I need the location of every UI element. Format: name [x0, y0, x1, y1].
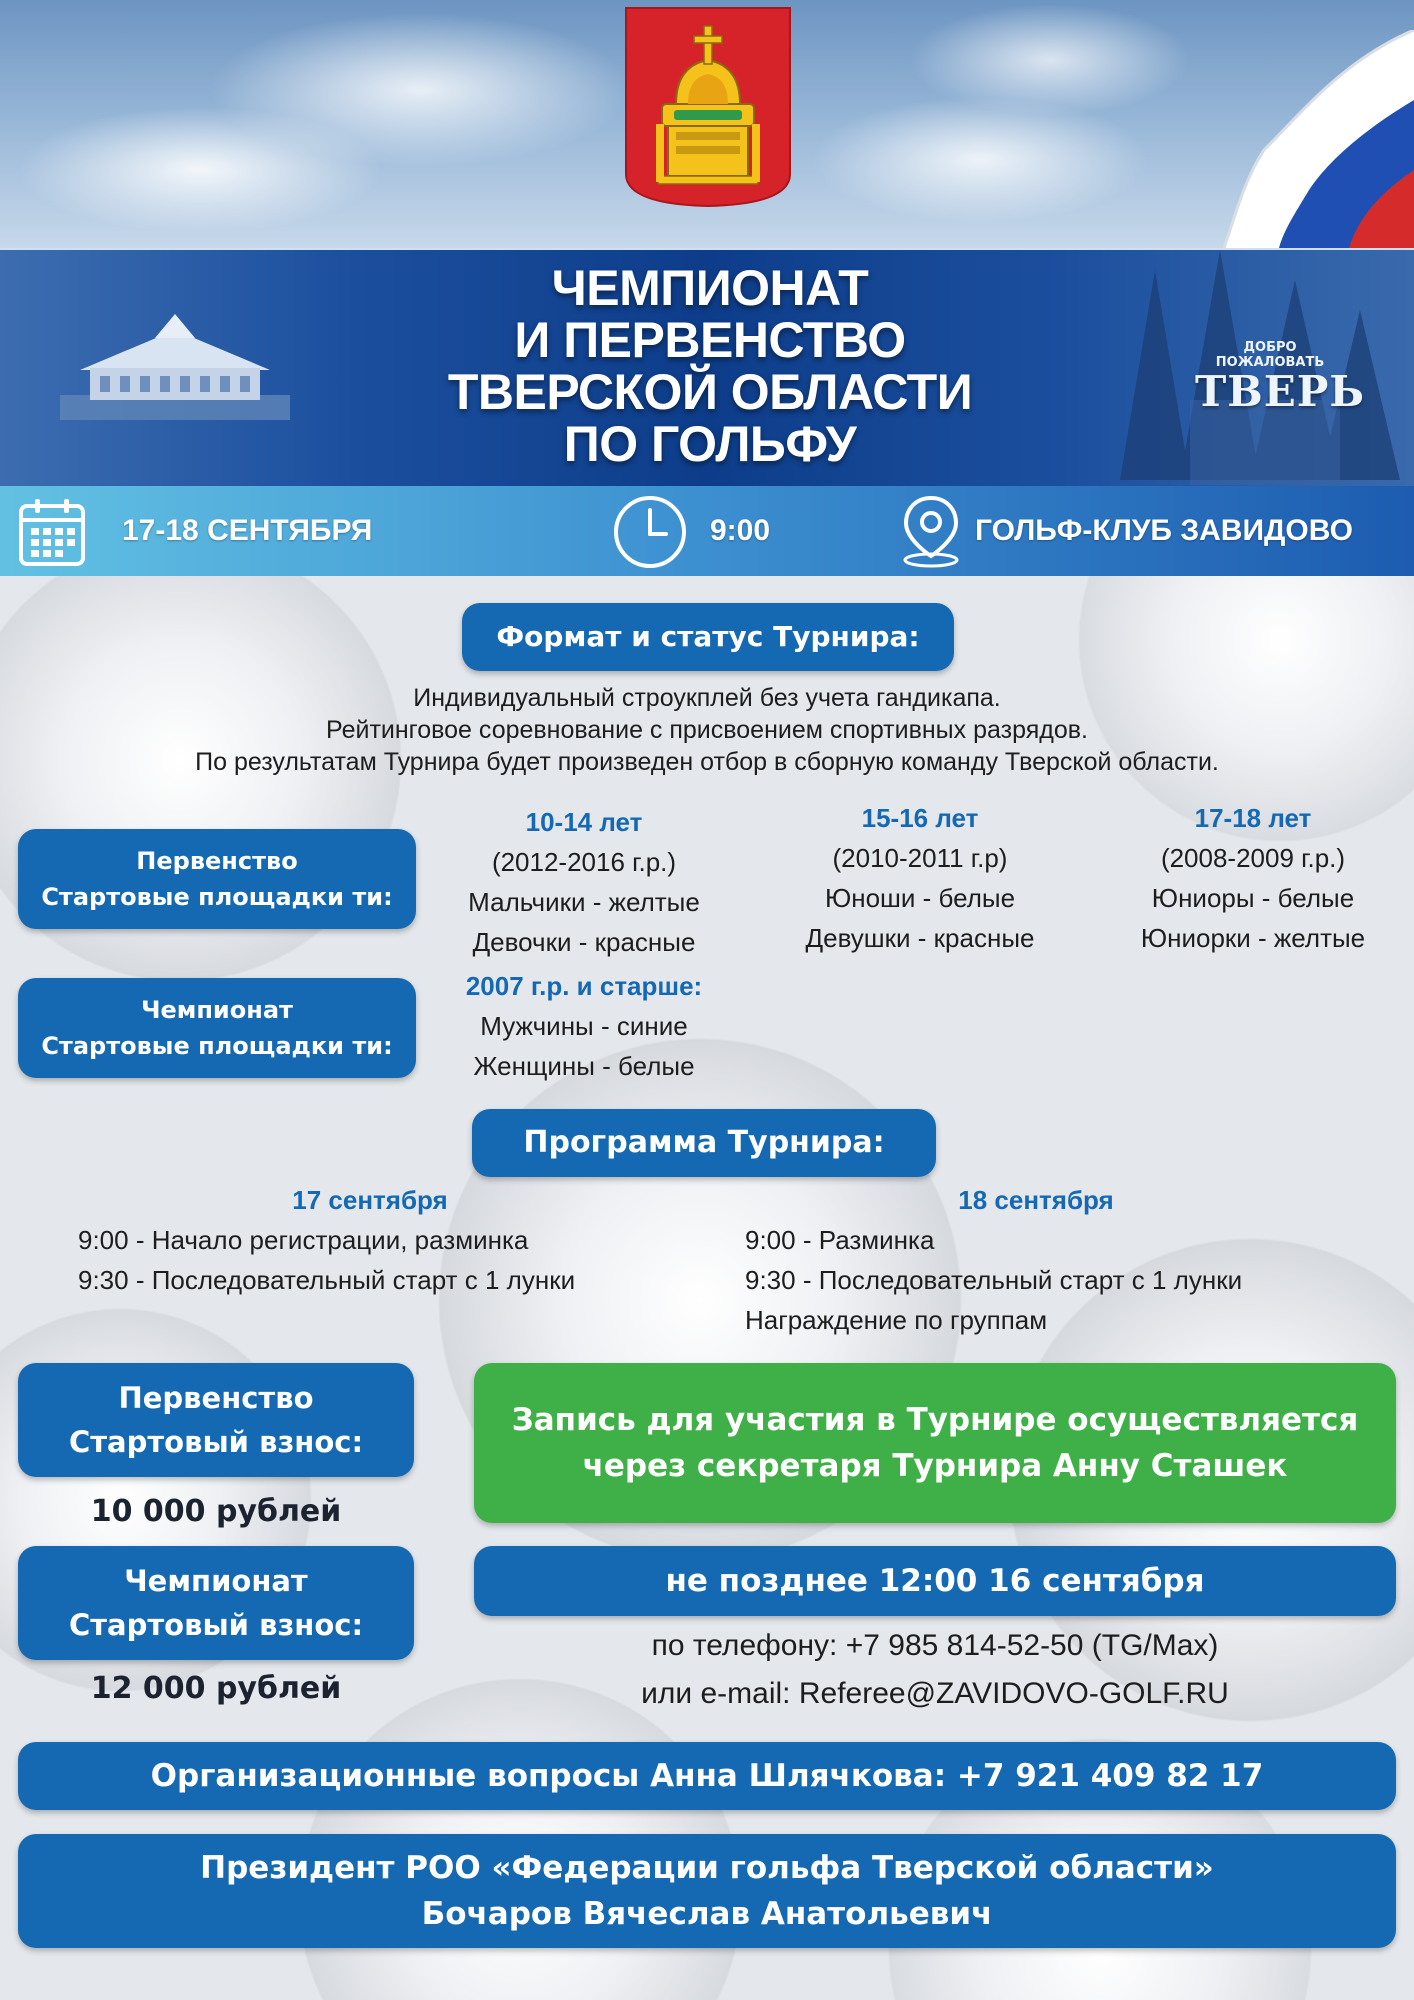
registration-deadline: не позднее 12:00 16 сентября [474, 1546, 1396, 1616]
adult-group [434, 966, 734, 1086]
president-line: Президент РОО «Федерации гольфа Тверской области» [200, 1850, 1214, 1886]
program-item: 9:30 - Последовательный старт с 1 лунки [78, 1265, 576, 1295]
age-group-years: (2012-2016 г.р.) [491, 847, 677, 877]
age-group-17-18 [1100, 798, 1406, 958]
format-heading: Формат и статус Турнира: [462, 603, 954, 671]
adult-group-men: Мужчины - синие [480, 1011, 688, 1041]
program-day1-title: 17 сентября [292, 1185, 448, 1215]
organizer-contact-bar: Организационные вопросы Анна Шлячкова: +7 921 409 82 17 [18, 1742, 1396, 1810]
program-day2-title: 18 сентября [958, 1185, 1114, 1215]
title-line: ЧЕМПИОНАТ [551, 260, 869, 316]
registration-phone: по телефону: +7 985 814-52-50 (TG/Max) [651, 1629, 1219, 1662]
age-group-girls: Девушки - красные [805, 923, 1035, 953]
format-line: Индивидуальный строукплей без учета гандикапа. [413, 684, 1001, 712]
clock-icon [612, 494, 688, 570]
registration-contacts [474, 1622, 1396, 1718]
program-item: 9:30 - Последовательный старт с 1 лунки [745, 1265, 1243, 1295]
age-group-boys: Мальчики - желтые [468, 887, 700, 917]
registration-line: через секретаря Турнира Анну Сташек [582, 1448, 1288, 1484]
tver-coat-of-arms [622, 4, 794, 208]
clubhouse-image [60, 300, 290, 420]
program-item: 9:00 - Начало регистрации, разминка [78, 1225, 529, 1255]
title-line: ТВЕРСКОЙ ОБЛАСТИ [447, 364, 973, 420]
format-description [0, 682, 1414, 778]
event-venue: ГОЛЬФ-КЛУБ ЗАВИДОВО [975, 514, 1353, 547]
title-line: И ПЕРВЕНСТВО [514, 312, 906, 368]
age-group-years: (2008-2009 г.р.) [1160, 843, 1346, 873]
welcome-big-text: ТВЕРЬ [1195, 367, 1366, 416]
age-group-heading: 17-18 лет [1194, 803, 1312, 833]
registration-line: Запись для участия в Турнире осуществляется [511, 1402, 1359, 1438]
welcome-small-text: ПОЖАЛОВАТЬ [1215, 355, 1325, 370]
age-group-heading: 15-16 лет [861, 803, 979, 833]
age-group-15-16 [760, 798, 1080, 958]
registration-email[interactable]: или e-mail: Referee@ZAVIDOVO-GOLF.RU [641, 1677, 1229, 1710]
event-date: 17-18 СЕНТЯБРЯ [122, 514, 373, 547]
program-day2-list [745, 1220, 1242, 1340]
welcome-small-text: ДОБРО [1243, 340, 1297, 355]
pervenstvo-fee-amount: 10 000 рублей [90, 1494, 342, 1529]
welcome-tver-sign [1195, 340, 1366, 416]
chempionat-fee-label [18, 1546, 414, 1660]
pervenstvo-fee-label [18, 1363, 414, 1477]
calendar-icon [18, 496, 86, 568]
program-item: 9:00 - Разминка [745, 1225, 935, 1255]
age-group-girls: Девочки - красные [472, 927, 696, 957]
pervenstvo-tees-label [18, 829, 416, 929]
format-line: Рейтинговое соревнование с присвоением спортивных разрядов. [326, 716, 1088, 744]
location-pin-icon [900, 494, 962, 570]
format-line: По результатам Турнира будет произведен отбор в сборную команду Тверской области. [195, 748, 1219, 776]
label-line: Чемпионат [124, 1564, 308, 1598]
label-line: Чемпионат [141, 996, 293, 1024]
page-title [380, 262, 1040, 470]
program-day1-list [78, 1220, 575, 1300]
president-line: Бочаров Вячеслав Анатольевич [421, 1896, 993, 1932]
program-heading: Программа Турнира: [472, 1109, 936, 1177]
event-time: 9:00 [710, 514, 771, 547]
program-item: Награждение по группам [745, 1305, 1048, 1335]
age-group-boys: Юниоры - белые [1151, 883, 1355, 913]
label-line: Первенство [118, 1381, 314, 1415]
age-group-heading: 10-14 лет [525, 807, 643, 837]
president-bar [18, 1834, 1396, 1948]
label-line: Стартовые площадки ти: [41, 883, 393, 911]
chempionat-fee-amount: 12 000 рублей [90, 1671, 342, 1706]
adult-group-women: Женщины - белые [473, 1051, 695, 1081]
age-group-boys: Юноши - белые [824, 883, 1016, 913]
label-line: Стартовый взнос: [68, 1608, 364, 1642]
russian-flag-image [1114, 30, 1414, 248]
age-group-10-14 [434, 802, 734, 962]
registration-notice [474, 1363, 1396, 1523]
label-line: Стартовые площадки ти: [41, 1032, 393, 1060]
age-group-girls: Юниорки - желтые [1140, 923, 1366, 953]
age-group-years: (2010-2011 г.р) [832, 843, 1008, 873]
label-line: Стартовый взнос: [68, 1425, 364, 1459]
chempionat-tees-label [18, 978, 416, 1078]
label-line: Первенство [136, 847, 298, 875]
title-line: ПО ГОЛЬФУ [563, 416, 857, 472]
adult-group-heading: 2007 г.р. и старше: [465, 971, 703, 1001]
